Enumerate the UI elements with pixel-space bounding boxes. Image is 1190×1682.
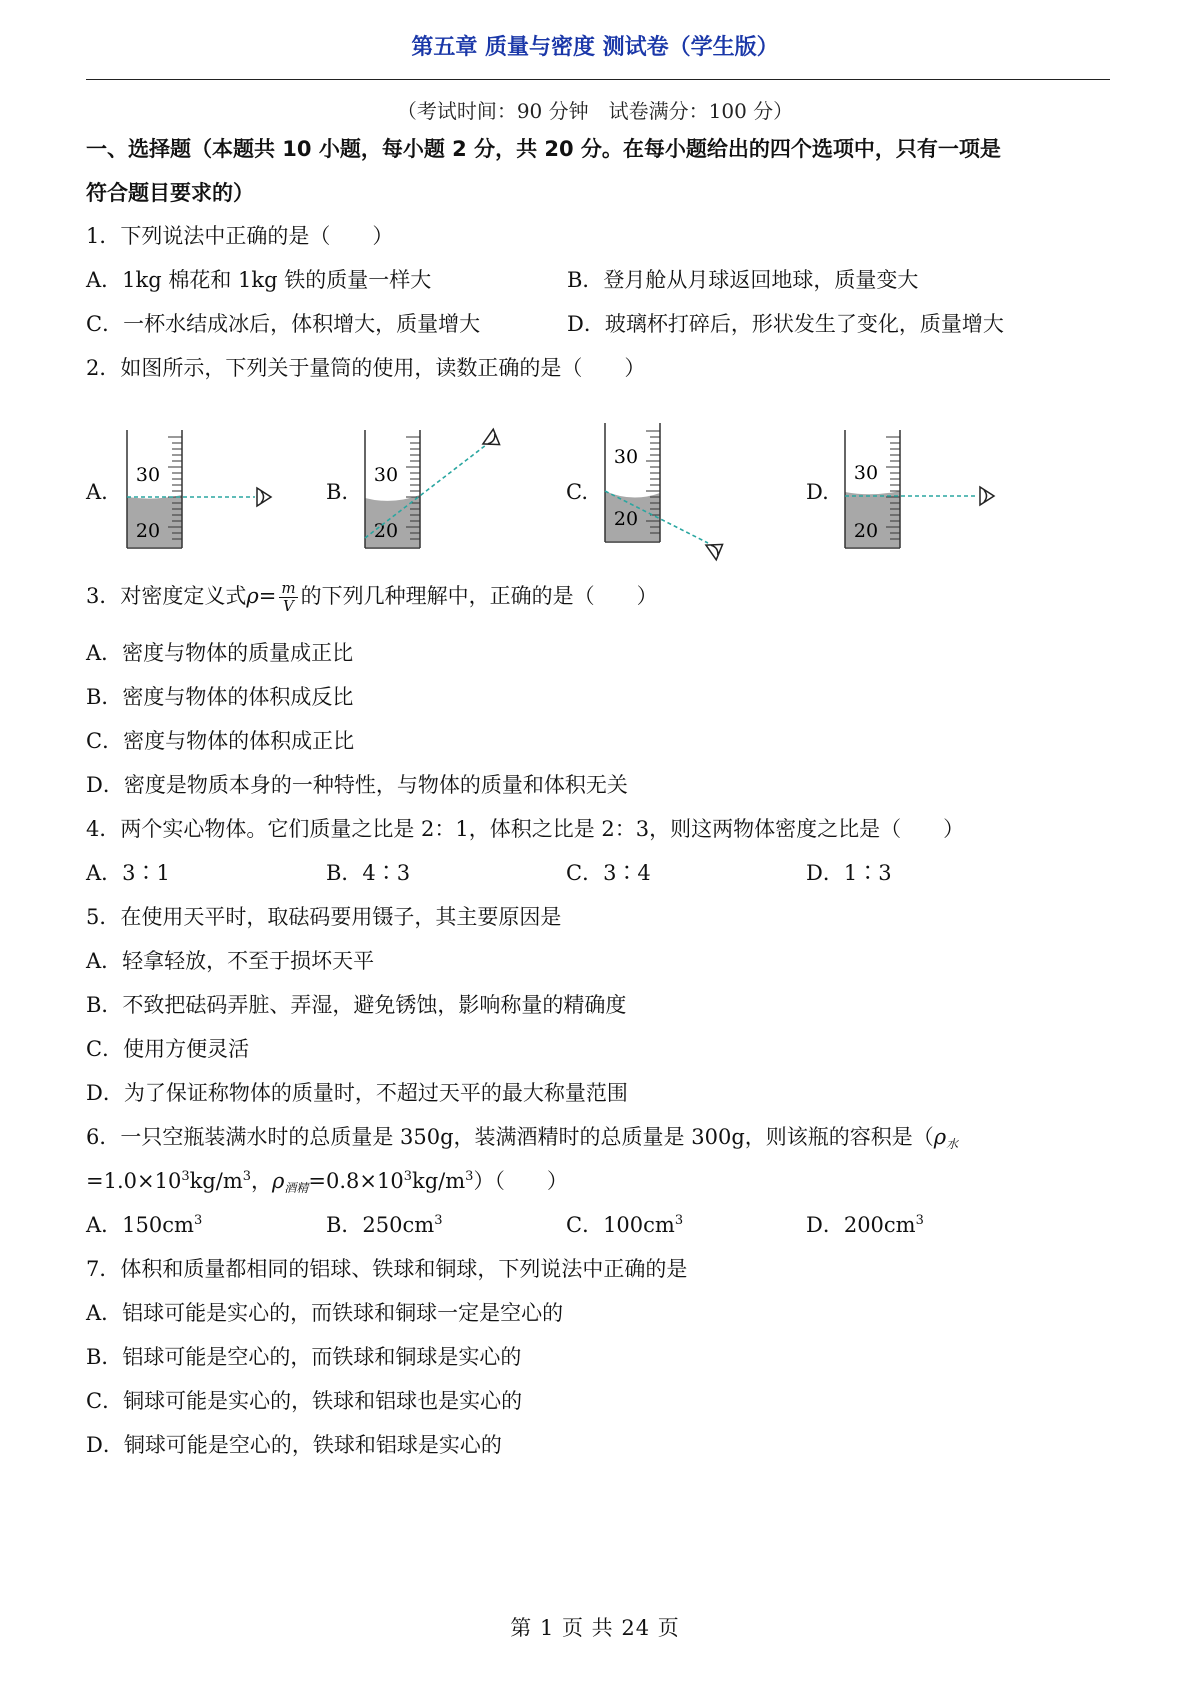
q7-stem: 7．体积和质量都相同的铝球、铁球和铜球，下列说法中正确的是 (86, 1257, 688, 1281)
q1-option-b: B．登月舱从月球返回地球，质量变大 (567, 268, 919, 292)
q1-option-a: A．1kg 棉花和 1kg 铁的质量一样大 (86, 268, 432, 292)
q2-fig-label-c: C. (566, 480, 588, 504)
option-text: B．250cm (326, 1213, 435, 1237)
equals-sign: = (258, 584, 277, 608)
density-fraction (279, 580, 297, 615)
rho-symbol: ρ (272, 1169, 285, 1193)
q2-fig-label-a: A. (86, 480, 108, 504)
exponent: 3 (465, 1169, 474, 1184)
alcohol-density-value: =0.8×10 (308, 1169, 404, 1193)
exponent: 3 (403, 1169, 412, 1184)
q5-option-d: D．为了保证称物体的质量时，不超过天平的最大称量范围 (86, 1081, 628, 1105)
exam-info: （考试时间：90 分钟 试卷满分：100 分） (396, 99, 794, 123)
q4-option-c: C．3∶4 (566, 861, 651, 885)
option-text: A．150cm (86, 1213, 194, 1237)
unit: kg/m (189, 1169, 243, 1193)
rho-symbol: ρ (933, 1125, 947, 1149)
unit: kg/m (412, 1169, 466, 1193)
water-density-value: =1.0×10 (86, 1169, 182, 1193)
q7-option-d: D．铜球可能是空心的，铁球和铝球是实心的 (86, 1433, 502, 1457)
q2-figure-a (120, 425, 290, 555)
option-text: D．200cm (806, 1213, 916, 1237)
q5-option-b: B．不致把砝码弄脏、弄湿，避免锈蚀，影响称量的精确度 (86, 993, 627, 1017)
q6-option-c (566, 1209, 683, 1239)
page-title: 第五章 质量与密度 测试卷（学生版） (411, 35, 779, 60)
q3-option-b: B．密度与物体的体积成反比 (86, 685, 354, 709)
q3-option-a: A．密度与物体的质量成正比 (86, 641, 354, 665)
exponent: 3 (181, 1169, 190, 1184)
fraction-denominator: V (283, 597, 294, 615)
scale-label-bottom: 20 (853, 520, 879, 542)
eye-icon (980, 487, 994, 505)
section-heading-line1: 一、选择题（本题共 10 小题，每小题 2 分，共 20 分。在每小题给出的四个选项中，只有一项是 (86, 137, 1001, 161)
q6-stem-line2: $=1.0\times 10^3kg/m^3$，$\rho_{酒精}=0.8\times 10^3kg/m^3$）（ ） (86, 1169, 568, 1195)
scale-label-bottom: 20 (135, 520, 161, 542)
q1-option-d: D．玻璃杯打碎后，形状发生了变化，质量增大 (567, 312, 1004, 336)
q2-figure-b (358, 415, 528, 555)
header-rule (86, 79, 1110, 80)
exponent: 3 (242, 1169, 252, 1184)
q2-fig-label-b: B. (326, 480, 349, 504)
fraction-numerator: m (281, 579, 296, 597)
exponent: 3 (434, 1213, 443, 1228)
q6-option-b (326, 1209, 442, 1239)
q1-option-c: C．一杯水结成冰后，体积增大，质量增大 (86, 312, 481, 336)
q3-option-d: D．密度是物质本身的一种特性，与物体的质量和体积无关 (86, 773, 628, 797)
water-subscript: 水 (946, 1137, 959, 1151)
alcohol-subscript: 酒精 (284, 1181, 309, 1195)
q7-option-b: B．铝球可能是空心的，而铁球和铜球是实心的 (86, 1345, 522, 1369)
q2-stem: 2．如图所示，下列关于量筒的使用，读数正确的是（ ） (86, 356, 646, 380)
section-heading-line2: 符合题目要求的） (86, 181, 254, 205)
scale-label-top: 30 (135, 464, 161, 486)
exponent: 3 (674, 1213, 684, 1228)
q6-option-d (806, 1209, 924, 1239)
q2-figure-d (838, 425, 1008, 555)
scale-label-bottom: 20 (373, 520, 399, 542)
q2-fig-label-d: D. (806, 480, 829, 504)
q3-stem-post: 的下列几种理解中，正确的是（ ） (300, 584, 658, 608)
q4-option-a: A．3∶1 (86, 861, 170, 885)
q5-option-a: A．轻拿轻放，不至于损坏天平 (86, 949, 375, 973)
q3-stem (86, 580, 658, 615)
answer-brackets: ）（ ） (473, 1169, 568, 1193)
q5-option-c: C．使用方便灵活 (86, 1037, 250, 1061)
q1-stem: 1．下列说法中正确的是（ ） (86, 224, 394, 248)
q7-option-c: C．铜球可能是实心的，铁球和铝球也是实心的 (86, 1389, 523, 1413)
q4-stem: 4．两个实心物体。它们质量之比是 2：1，体积之比是 2：3，则这两物体密度之比是（ ） (86, 817, 965, 841)
q4-option-b: B．4∶3 (326, 861, 411, 885)
scale-label-top: 30 (853, 462, 879, 484)
option-text: C．100cm (566, 1213, 675, 1237)
q2-figure-c (598, 415, 768, 565)
page-number: 第 1 页 共 24 页 (510, 1616, 680, 1640)
q6-stem-text: 6．一只空瓶装满水时的总质量是 350g，装满酒精时的总质量是 300g，则该瓶的容积是（ (86, 1125, 934, 1149)
exponent: 3 (915, 1213, 924, 1228)
scale-label-top: 30 (613, 446, 639, 468)
scale-label-bottom: 20 (613, 508, 639, 530)
q7-option-a: A．铝球可能是实心的，而铁球和铜球一定是空心的 (86, 1301, 564, 1325)
eye-icon (257, 488, 271, 506)
rho-symbol: ρ (246, 584, 259, 608)
q3-stem-pre: 3．对密度定义式 (86, 584, 247, 608)
scale-label-top: 30 (373, 464, 399, 486)
sight-line (365, 445, 486, 538)
eye-icon (483, 429, 505, 452)
q6-option-a (86, 1209, 202, 1239)
q4-option-d: D．1∶3 (806, 861, 892, 885)
q6-stem-line1 (86, 1121, 958, 1152)
exponent: 3 (193, 1213, 203, 1228)
q5-stem: 5．在使用天平时，取砝码要用镊子，其主要原因是 (86, 905, 562, 929)
q3-option-c: C．密度与物体的体积成正比 (86, 729, 355, 753)
eye-icon (706, 537, 728, 560)
